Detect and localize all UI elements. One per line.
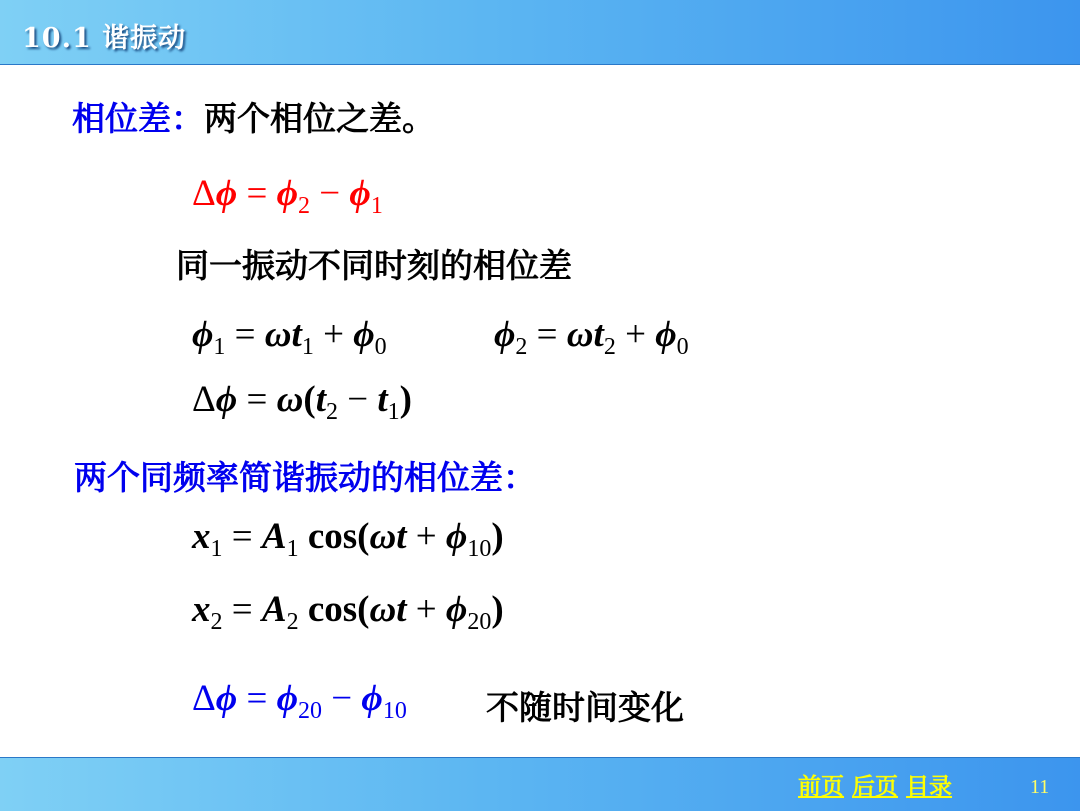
heading-phase-difference: [72, 93, 435, 140]
page-number: 11: [1030, 776, 1050, 798]
title-bar: [0, 0, 1080, 65]
formula-delta-phi-initial: $\Delta\phi = \phi_{20} - \phi_{10}$: [192, 678, 407, 724]
prev-page-link[interactable]: 前页: [798, 773, 844, 800]
formula-delta-phi-time: $\Delta\phi = \omega(t_2 - t_1)$: [192, 379, 412, 425]
heading-two-oscillations: 两个同频率简谐振动的相位差：: [74, 458, 536, 497]
footer-nav: [798, 768, 960, 801]
toc-link[interactable]: 目录: [906, 773, 952, 800]
formula-delta-phi: $\Delta\phi = \phi_2 - \phi_1$: [192, 173, 383, 219]
heading-label: 相位差：: [72, 99, 204, 138]
formula-x1: $x_1 = A_1$ $\cos(\omega t + \phi_{10})$: [192, 516, 504, 562]
subheading-same-oscillation: 同一振动不同时刻的相位差: [176, 246, 572, 285]
formula-phi2: $\phi_2 = \omega t_2 + \phi_0$: [494, 314, 689, 360]
footer-bar: [0, 757, 1080, 811]
next-page-link[interactable]: 后页: [852, 773, 898, 800]
formula-phi1: $\phi_1 = \omega t_1 + \phi_0$: [192, 314, 387, 360]
slide-title: 10.1 谐振动: [22, 23, 187, 54]
heading-definition: 两个相位之差。: [204, 99, 435, 138]
note-time-independent: 不随时间变化: [486, 688, 684, 727]
formula-x2: $x_2 = A_2$ $\cos(\omega t + \phi_{20})$: [192, 589, 504, 635]
